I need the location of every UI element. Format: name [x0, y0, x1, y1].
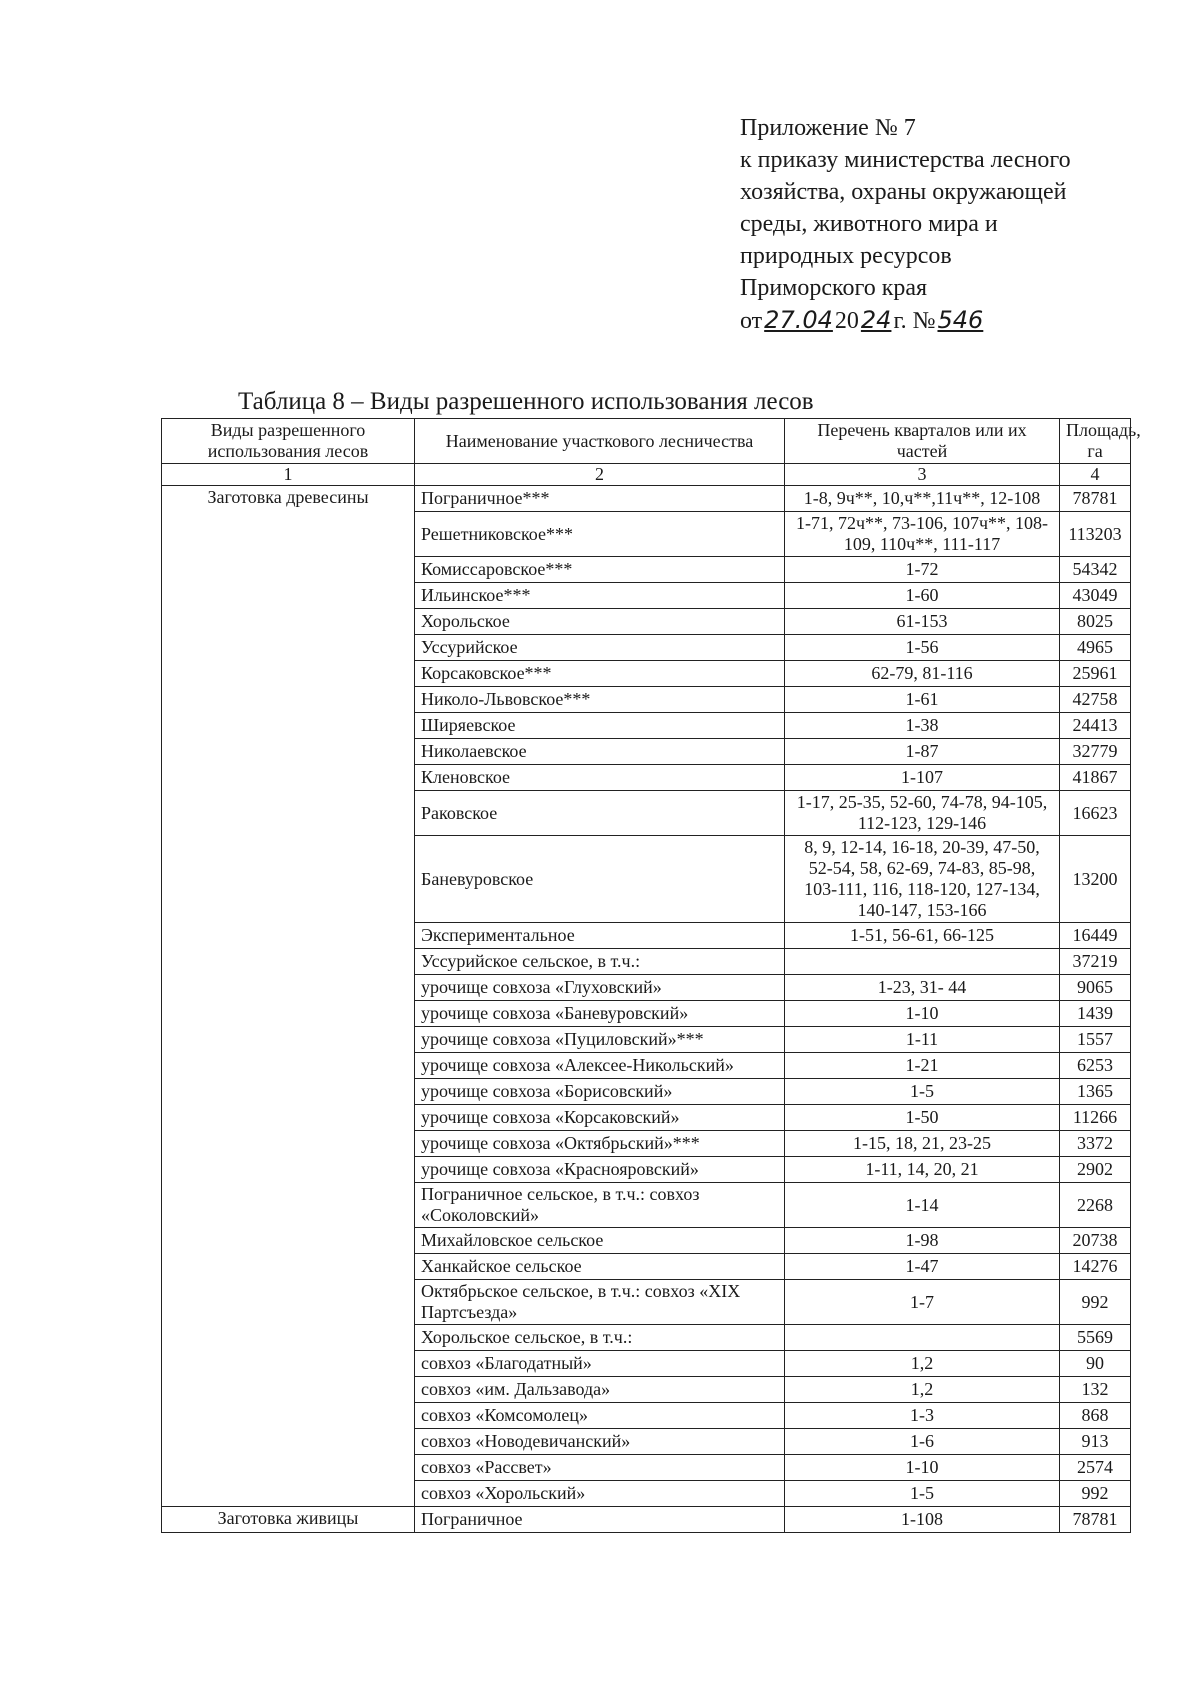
area-cell: 6253 [1060, 1053, 1131, 1079]
forestry-name-cell: Ильинское*** [415, 583, 785, 609]
appendix-line: Приморского края [740, 275, 928, 301]
forest-use-table [161, 418, 1141, 1533]
forestry-name-cell: Уссурийское [415, 635, 785, 661]
area-cell: 14276 [1060, 1254, 1131, 1280]
quarters-cell: 8, 9, 12-14, 16-18, 20-39, 47-50, 52-54, 58, 62-69, 74-83, 85-98, 103-111, 116, 118-120, 127-134, 140-147, 153-166 [785, 836, 1060, 923]
forestry-name-cell: Корсаковское*** [415, 661, 785, 687]
area-cell: 2574 [1060, 1455, 1131, 1481]
quarters-cell: 1-15, 18, 21, 23-25 [785, 1131, 1060, 1157]
quarters-cell: 1-10 [785, 1455, 1060, 1481]
area-cell: 24413 [1060, 713, 1131, 739]
column-number: 1 [162, 464, 415, 486]
area-cell: 9065 [1060, 975, 1131, 1001]
quarters-cell: 1-56 [785, 635, 1060, 661]
quarters-cell: 61-153 [785, 609, 1060, 635]
area-cell: 16623 [1060, 791, 1131, 836]
area-cell: 2902 [1060, 1157, 1131, 1183]
quarters-cell: 1,2 [785, 1377, 1060, 1403]
forestry-name-cell: Ширяевское [415, 713, 785, 739]
forestry-name-cell: урочище совхоза «Краснояровский» [415, 1157, 785, 1183]
forestry-name-cell: урочище совхоза «Октябрьский»*** [415, 1131, 785, 1157]
area-cell: 2268 [1060, 1183, 1131, 1228]
forestry-name-cell: урочище совхоза «Глуховский» [415, 975, 785, 1001]
forestry-name-cell: Николо-Львовское*** [415, 687, 785, 713]
quarters-cell: 1-10 [785, 1001, 1060, 1027]
column-number-row [162, 464, 1131, 486]
quarters-cell: 1-38 [785, 713, 1060, 739]
appendix-header [740, 112, 1140, 337]
quarters-cell: 1-87 [785, 739, 1060, 765]
area-cell: 78781 [1060, 486, 1131, 512]
quarters-cell: 1-61 [785, 687, 1060, 713]
forestry-name-cell: Пограничное*** [415, 486, 785, 512]
area-cell: 3372 [1060, 1131, 1131, 1157]
area-cell: 43049 [1060, 583, 1131, 609]
area-cell: 13200 [1060, 836, 1131, 923]
quarters-cell: 1-14 [785, 1183, 1060, 1228]
area-cell: 5569 [1060, 1325, 1131, 1351]
forestry-name-cell: Николаевское [415, 739, 785, 765]
area-cell: 32779 [1060, 739, 1131, 765]
area-cell: 1439 [1060, 1001, 1131, 1027]
forestry-name-cell: совхоз «Комсомолец» [415, 1403, 785, 1429]
appendix-line: среды, животного мира и [740, 211, 998, 237]
year-prefix: 20 [834, 308, 859, 334]
forestry-name-cell: урочище совхоза «Корсаковский» [415, 1105, 785, 1131]
appendix-line: хозяйства, охраны окружающей [740, 179, 1067, 205]
column-header: Перечень кварталов или их частей [785, 419, 1060, 464]
quarters-cell: 1-23, 31- 44 [785, 975, 1060, 1001]
quarters-cell: 1-21 [785, 1053, 1060, 1079]
forestry-name-cell: совхоз «Хорольский» [415, 1481, 785, 1507]
handwritten-year: 24 [860, 306, 892, 334]
area-cell: 37219 [1060, 949, 1131, 975]
area-cell: 992 [1060, 1280, 1131, 1325]
quarters-cell: 1-47 [785, 1254, 1060, 1280]
forestry-name-cell: Баневуровское [415, 836, 785, 923]
quarters-cell: 1-5 [785, 1481, 1060, 1507]
quarters-cell [785, 949, 1060, 975]
area-cell: 54342 [1060, 557, 1131, 583]
area-cell: 913 [1060, 1429, 1131, 1455]
area-cell: 16449 [1060, 923, 1131, 949]
forestry-name-cell: совхоз «им. Дальзавода» [415, 1377, 785, 1403]
table-row [162, 1507, 1131, 1533]
area-cell: 4965 [1060, 635, 1131, 661]
area-cell: 132 [1060, 1377, 1131, 1403]
use-type-cell: Заготовка живицы [162, 1507, 415, 1533]
quarters-cell: 1-72 [785, 557, 1060, 583]
area-cell: 20738 [1060, 1228, 1131, 1254]
forestry-name-cell: Ханкайское сельское [415, 1254, 785, 1280]
forestry-name-cell: урочище совхоза «Борисовский» [415, 1079, 785, 1105]
column-header: Виды разрешенного использования лесов [162, 419, 415, 464]
forestry-name-cell: Пограничное [415, 1507, 785, 1533]
order-date-line [740, 304, 1140, 337]
column-number: 3 [785, 464, 1060, 486]
quarters-cell: 1-7 [785, 1280, 1060, 1325]
column-header: Наименование участкового лесничества [415, 419, 785, 464]
quarters-cell: 1-71, 72ч**, 73-106, 107ч**, 108-109, 110ч**, 111-117 [785, 512, 1060, 557]
quarters-cell: 1-107 [785, 765, 1060, 791]
area-cell: 42758 [1060, 687, 1131, 713]
quarters-cell: 1-50 [785, 1105, 1060, 1131]
quarters-cell: 1-11, 14, 20, 21 [785, 1157, 1060, 1183]
quarters-cell: 1-11 [785, 1027, 1060, 1053]
area-cell: 78781 [1060, 1507, 1131, 1533]
number-prefix: г. № [893, 308, 936, 334]
area-cell: 1365 [1060, 1079, 1131, 1105]
forestry-name-cell: совхоз «Рассвет» [415, 1455, 785, 1481]
forestry-name-cell: Комиссаровское*** [415, 557, 785, 583]
area-cell: 1557 [1060, 1027, 1131, 1053]
forestry-name-cell: Хорольское [415, 609, 785, 635]
area-cell: 25961 [1060, 661, 1131, 687]
table-row [162, 486, 1131, 512]
handwritten-number: 546 [937, 306, 984, 334]
area-cell: 8025 [1060, 609, 1131, 635]
forestry-name-cell: совхоз «Новодевичанский» [415, 1429, 785, 1455]
column-number: 4 [1060, 464, 1131, 486]
forestry-name-cell: совхоз «Благодатный» [415, 1351, 785, 1377]
table-title: Таблица 8 – Виды разрешенного использования лесов [238, 388, 814, 415]
quarters-cell: 1-60 [785, 583, 1060, 609]
table-header-row [162, 419, 1131, 464]
quarters-cell: 1-51, 56-61, 66-125 [785, 923, 1060, 949]
quarters-cell: 62-79, 81-116 [785, 661, 1060, 687]
area-cell: 113203 [1060, 512, 1131, 557]
column-number: 2 [415, 464, 785, 486]
forestry-name-cell: урочище совхоза «Алексеe-Никольский» [415, 1053, 785, 1079]
use-type-cell: Заготовка древесины [162, 486, 415, 1507]
forestry-name-cell: урочище совхоза «Пуциловский»*** [415, 1027, 785, 1053]
handwritten-date: 27.04 [764, 306, 833, 334]
column-header: Площадь, га [1060, 419, 1131, 464]
area-cell: 992 [1060, 1481, 1131, 1507]
quarters-cell: 1-6 [785, 1429, 1060, 1455]
area-cell: 90 [1060, 1351, 1131, 1377]
appendix-line: к приказу министерства лесного [740, 147, 1071, 173]
area-cell: 41867 [1060, 765, 1131, 791]
area-cell: 11266 [1060, 1105, 1131, 1131]
quarters-cell: 1-8, 9ч**, 10,ч**,11ч**, 12-108 [785, 486, 1060, 512]
forestry-name-cell: Михайловское сельское [415, 1228, 785, 1254]
quarters-cell: 1-17, 25-35, 52-60, 74-78, 94-105, 112-123, 129-146 [785, 791, 1060, 836]
table-body [162, 486, 1131, 1533]
quarters-cell [785, 1325, 1060, 1351]
forestry-name-cell: Решетниковское*** [415, 512, 785, 557]
forestry-name-cell: урочище совхоза «Баневуровский» [415, 1001, 785, 1027]
forestry-name-cell: Кленовское [415, 765, 785, 791]
quarters-cell: 1-108 [785, 1507, 1060, 1533]
appendix-line: Приложение № 7 [740, 115, 916, 141]
quarters-cell: 1-98 [785, 1228, 1060, 1254]
area-cell: 868 [1060, 1403, 1131, 1429]
quarters-cell: 1,2 [785, 1351, 1060, 1377]
forestry-name-cell: Уссурийское сельское, в т.ч.: [415, 949, 785, 975]
quarters-cell: 1-3 [785, 1403, 1060, 1429]
forestry-name-cell: Раковское [415, 791, 785, 836]
forestry-name-cell: Хорольское сельское, в т.ч.: [415, 1325, 785, 1351]
appendix-line: природных ресурсов [740, 243, 952, 269]
forestry-name-cell: Октябрьское сельское, в т.ч.: совхоз «XIX Партсъезда» [415, 1280, 785, 1325]
forestry-name-cell: Пограничное сельское, в т.ч.: совхоз «Соколовский» [415, 1183, 785, 1228]
quarters-cell: 1-5 [785, 1079, 1060, 1105]
forestry-name-cell: Экспериментальное [415, 923, 785, 949]
date-prefix: от [740, 308, 763, 334]
